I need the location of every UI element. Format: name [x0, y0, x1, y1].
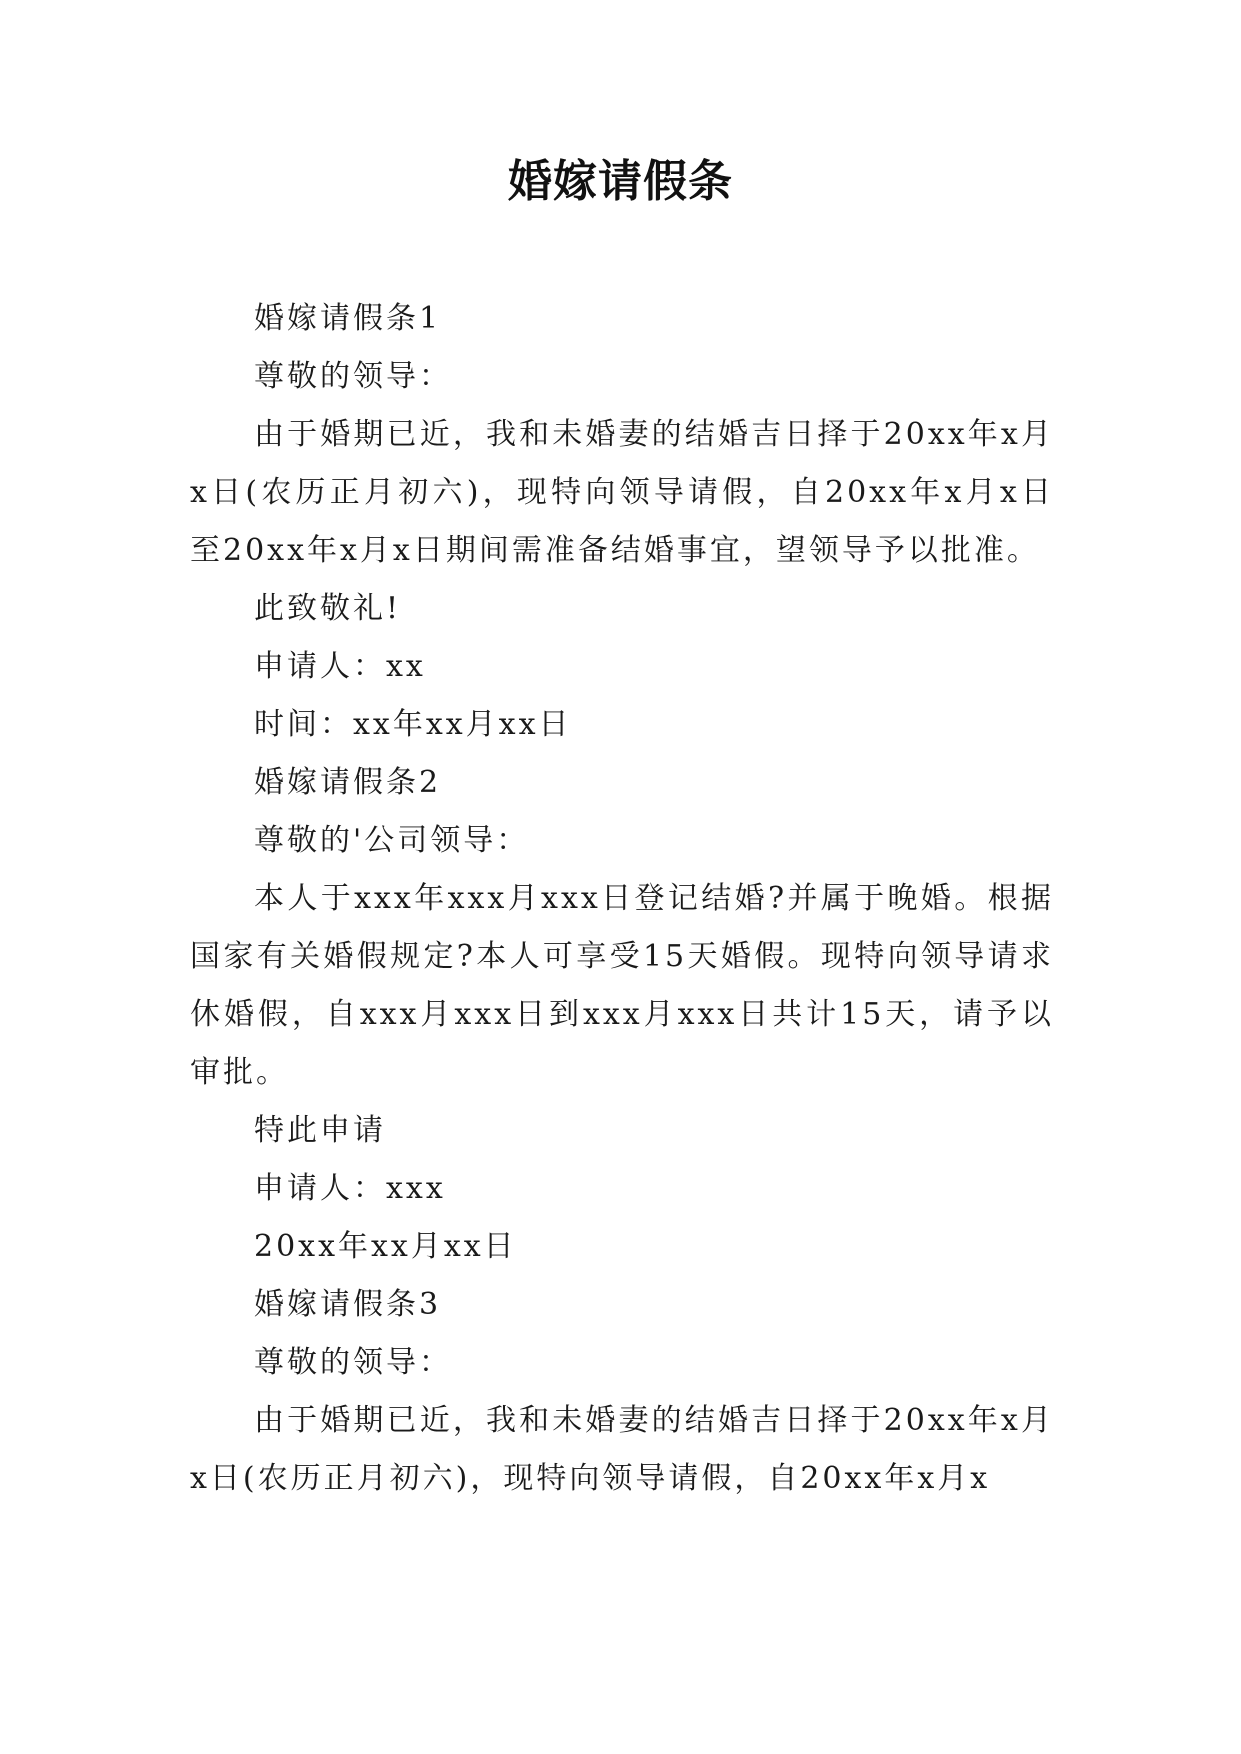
salutation-2: 尊敬的'公司领导：: [254, 823, 530, 858]
section-heading-3: 婚嫁请假条3: [254, 1287, 442, 1322]
section-heading-1: 婚嫁请假条1: [254, 301, 442, 336]
date-1: 时间：xx年xx月xx日: [254, 707, 572, 742]
document-title: 婚嫁请假条: [508, 156, 733, 207]
applicant-1: 申请人：xx: [254, 649, 426, 684]
closing-1: 此致敬礼!: [254, 591, 402, 626]
date-2: 20xx年xx月xx日: [254, 1229, 517, 1264]
closing-2: 特此申请: [254, 1113, 386, 1148]
section-heading-2: 婚嫁请假条2: [254, 765, 442, 800]
document-body: [190, 290, 1054, 1508]
body-paragraph-1: 由于婚期已近，我和未婚妻的结婚吉日择于20xx年x月x日(农历正月初六)，现特向领导请假，自20xx年x月x日至20xx年x月x日期间需准备结婚事宜，望领导予以批准。: [190, 417, 1054, 568]
salutation-3: 尊敬的领导：: [254, 1345, 452, 1380]
applicant-2: 申请人：xxx: [254, 1171, 446, 1206]
salutation-1: 尊敬的领导：: [254, 359, 452, 394]
body-paragraph-2: 本人于xxx年xxx月xxx日登记结婚?并属于晚婚。根据国家有关婚假规定?本人可享受15天婚假。现特向领导请求休婚假，自xxx月xxx日到xxx月xxx日共计15天，请予以审批。: [190, 881, 1054, 1090]
body-paragraph-3: 由于婚期已近，我和未婚妻的结婚吉日择于20xx年x月x日(农历正月初六)，现特向领导请假，自20xx年x月x: [190, 1403, 1054, 1496]
